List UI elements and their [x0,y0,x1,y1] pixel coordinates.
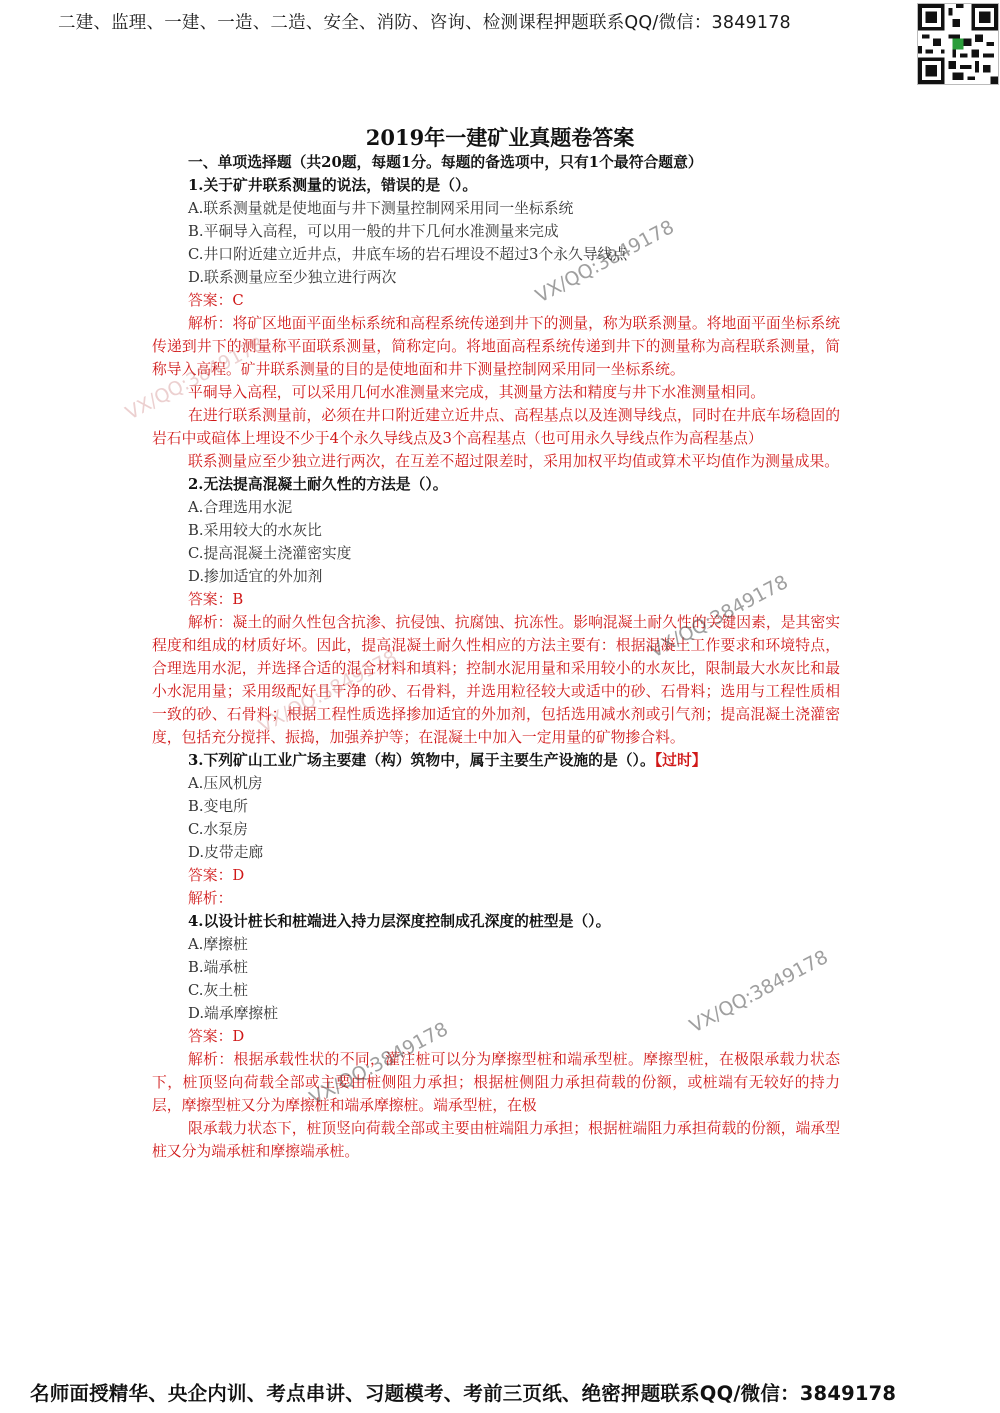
question-2-option-a: A.合理选用水泥 [188,499,293,516]
question-2-explanation: 解析：凝土的耐久性包含抗渗、抗侵蚀、抗腐蚀、抗冻性。影响混凝土耐久性的关键因素，是其密实程度和组成的材质好坏。因此，提高混凝土耐久性相应的方法主要有：根据混凝土工作要求和环境特点，合理选用水泥，并选择合适的混合材料和填料；控制水泥用量和采用较小的水灰比，限制最大水灰比和最小水泥用量；采用级配好且干净的砂、石骨料，并选用粒径较大或适中的砂、石骨料；选用与工程性质相一致的砂、石骨料；根据工程性质选择掺加适宜的外加剂，包括选用减水剂或引气剂；提高混凝土浇灌密度，包括充分搅拌、振捣，加强养护等；在混凝土中加入一定用量的矿物掺合料。 [152,614,840,746]
question-1-answer: 答案：C [188,292,244,309]
watermark: VX/QQ:3849178 [532,216,678,308]
question-2-option-b: B.采用较大的水灰比 [188,522,322,539]
question-4-option-d: D.端承摩擦桩 [188,1005,279,1022]
question-4-answer: 答案：D [188,1028,245,1045]
question-1-option-b: B.平硐导入高程，可以用一般的井下几何水准测量来完成 [188,223,559,240]
watermark: VX/QQ:3849178 [646,571,792,663]
section-heading: 一、单项选择题（共20题，每题1分。每题的备选项中，只有1个最符合题意） [188,154,703,171]
question-4-option-b: B.端承桩 [188,959,248,976]
question-3-answer: 答案：D [188,867,245,884]
watermark: VX/QQ:3849178 [255,646,401,738]
question-2-answer: 答案：B [188,591,244,608]
question-1-explanation-4: 联系测量应至少独立进行两次，在互差不超过限差时，采用加权平均值或算术平均值作为测量成果。 [188,453,840,470]
question-1-option-d: D.联系测量应至少独立进行两次 [188,269,397,286]
question-1-option-a: A.联系测量就是使地面与井下测量控制网采用同一坐标系统 [188,200,574,217]
question-4-explanation-2: 限承载力状态下，桩顶竖向荷载全部或主要由桩端阻力承担；根据桩端阻力承担荷载的份额，端承型桩又分为端承桩和摩擦端承桩。 [152,1120,840,1160]
question-4-option-c: C.灰土桩 [188,982,248,999]
question-4-explanation-1: 解析：根据承载性状的不同，灌注桩可以分为摩擦型桩和端承型桩。摩擦型桩，在极限承载力状态下，桩顶竖向荷载全部或主要由桩侧阻力承担；根据桩侧阻力承担荷载的份额，或桩端有无较好的持力层，摩擦型桩又分为摩擦桩和端承摩擦桩。端承型桩，在极 [152,1051,840,1114]
question-1-explanation-1: 解析：将矿区地面平面坐标系统和高程系统传递到井下的测量，称为联系测量。将地面平面坐标系统传递到井下的测量称平面联系测量，简称定向。将地面高程系统传递到井下的测量称为高程联系测量，简称导入高程。矿井联系测量的目的是使地面和井下测量控制网采用同一坐标系统。 [152,315,840,378]
question-3-option-a: A.压风机房 [188,775,263,792]
question-4-stem: 4.以设计桩长和桩端进入持力层深度控制成孔深度的桩型是（）。 [188,913,611,930]
page-header [0,0,1000,90]
question-2-stem: 2.无法提高混凝土耐久性的方法是（）。 [188,476,448,493]
question-4-option-a: A.摩擦桩 [188,936,248,953]
question-1-option-c: C.井口附近建立近井点，井底车场的岩石埋设不超过3个永久导线点 [188,246,628,263]
question-3-option-d: D.皮带走廊 [188,844,264,861]
question-2-option-c: C.提高混凝土浇灌密实度 [188,545,352,562]
question-2-option-d: D.掺加适宜的外加剂 [188,568,323,585]
question-1-stem: 1.关于矿井联系测量的说法，错误的是（）。 [188,177,478,194]
header-contact-text: 二建、监理、一建、一造、二造、安全、消防、咨询、检测课程押题联系QQ/微信：3849178 [58,13,791,33]
question-1-explanation-3: 在进行联系测量前，必须在井口附近建立近井点、高程基点以及连测导线点，同时在井底车场稳固的岩石中或碹体上埋设不少于4个永久导线点及3个高程基点（也可用永久导线点作为高程基点） [152,407,840,447]
question-1-explanation-2: 平硐导入高程，可以采用几何水准测量来完成，其测量方法和精度与井下水准测量相同。 [188,384,766,401]
watermark: VX/QQ:3849178 [686,946,832,1038]
question-3-stem-row [152,749,840,772]
document-title: 2019年一建矿业真题卷答案 [365,125,635,150]
watermark: VX/QQ:3849178 [122,333,268,425]
qr-code-icon [917,3,999,85]
question-3-stem: 3.下列矿山工业广场主要建（构）筑物中，属于主要生产设施的是（）。 [188,752,655,769]
question-3-option-c: C.水泵房 [188,821,248,838]
outdated-tag: 【过时】 [654,752,707,769]
question-3-explanation: 解析： [188,890,233,907]
footer-contact-text: 名师面授精华、央企内训、考点串讲、习题模考、考前三页纸、绝密押题联系QQ/微信：3849178 [30,1382,897,1405]
watermark: VX/QQ:3849178 [306,1018,452,1110]
question-3-option-b: B.变电所 [188,798,248,815]
